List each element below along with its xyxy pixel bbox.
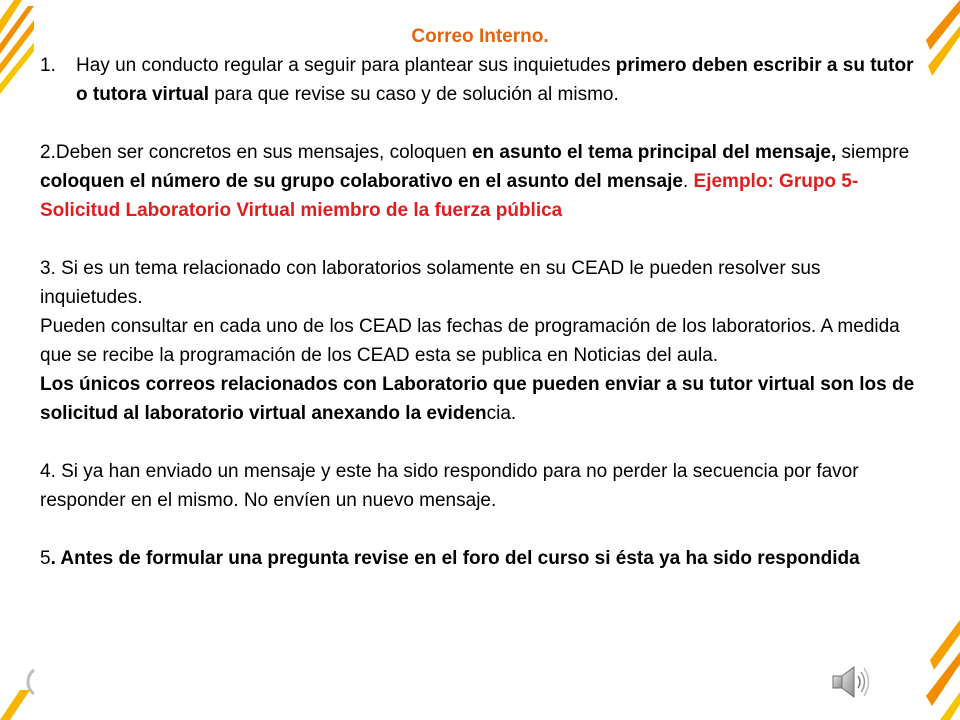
paragraph-item-3-detail: Pueden consultar en cada uno de los CEAD las fechas de programación de los laboratorios. A medida que se recibe la programación de los CEAD esta se publica en Noticias del aula. [40,316,900,366]
speaker-icon[interactable] [830,664,872,700]
decor-top-right [922,0,960,80]
slide-title: Correo Interno. [411,26,549,47]
paragraph-item-2: 2.Deben ser concretos en sus mensajes, coloquen en asunto el tema principal del mensaje, siempre coloquen el número de su grupo colaborativo en el asunto del mensaje. Ejemplo: Grupo 5- Solicitud Laboratorio Virtual miembro de la fuerza pública [40,142,910,221]
list-item-number: 1. [40,55,56,76]
paragraph-item-4: 4. Si ya han enviado un mensaje y este ha sido respondido para no perder la secuencia por favor responder en el mismo. No envíen un nuevo mensaje. [40,461,859,511]
paragraph-item-3: 3. Si es un tema relacionado con laboratorios solamente en su CEAD le pueden resolver sus inquietudes. [40,258,821,308]
slide-content [40,22,920,573]
bracket-icon [22,668,36,696]
paragraph-item-3-bold: Los únicos correos relacionados con Laboratorio que pueden enviar a su tutor virtual son los de solicitud al laboratorio virtual anexando la evidencia. [40,374,915,424]
example-text: Ejemplo: Grupo 5- Solicitud Laboratorio Virtual miembro de la fuerza pública [40,171,859,221]
list-item-1 [40,51,920,109]
paragraph-item-5: 5. Antes de formular una pregunta revise en el foro del curso si ésta ya ha sido respondida [40,548,860,569]
list-item-text: Hay un conducto regular a seguir para plantear sus inquietudes primero deben escribir a su tutor o tutora virtual para que revise su caso y de solución al mismo. [76,55,914,105]
